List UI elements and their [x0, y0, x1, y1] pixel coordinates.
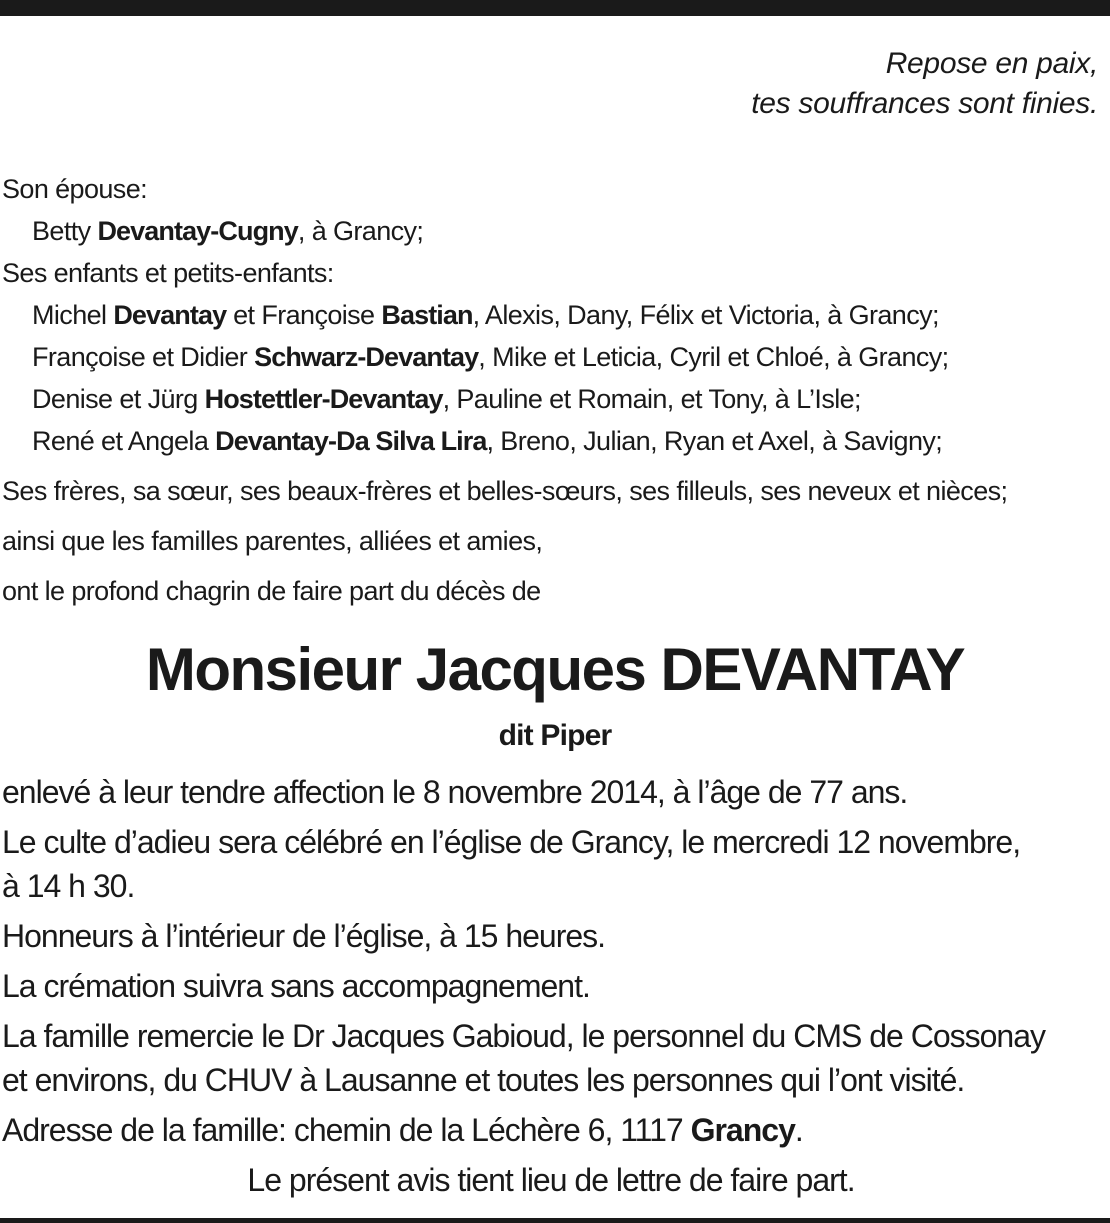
spouse-entry	[2, 210, 1102, 252]
child-entry	[2, 336, 1102, 378]
address-town: Grancy	[690, 1112, 795, 1148]
thanks-line: et environs, du CHUV à Lausanne et toutes les personnes qui l’ont visité.	[2, 1062, 965, 1098]
child-text: et Françoise	[226, 300, 382, 330]
children-heading: Ses enfants et petits-enfants:	[2, 258, 334, 288]
address-line	[2, 1108, 1100, 1152]
service-line: Le culte d’adieu sera célébré en l’église de Grancy, le mercredi 12 novembre,	[2, 824, 1021, 860]
child-text: , Mike et Leticia, Cyril et Chloé, à Grancy;	[478, 342, 949, 372]
death-line: enlevé à leur tendre affection le 8 novembre 2014, à l’âge de 77 ans.	[2, 774, 908, 810]
child-surname: Hostettler-Devantay	[204, 384, 443, 414]
spouse-heading: Son épouse:	[2, 174, 148, 204]
epitaph-line: Repose en paix,	[885, 47, 1098, 80]
child-text: René et Angela	[32, 426, 216, 456]
address-suffix: .	[794, 1112, 803, 1148]
spouse-first-name: Betty	[32, 216, 98, 246]
honors-line: Honneurs à l’intérieur de l’église, à 15 heures.	[2, 918, 606, 954]
announcement-line: ont le profond chagrin de faire part du décès de	[2, 576, 541, 606]
child-entry	[2, 294, 1102, 336]
epitaph	[751, 44, 1098, 124]
child-text: , Pauline et Romain, et Tony, à L’Isle;	[442, 384, 861, 414]
service-time-line: à 14 h 30.	[2, 868, 135, 904]
funeral-details	[2, 770, 1100, 1202]
thanks-line: La famille remercie le Dr Jacques Gabioud, le personnel du CMS de Cossonay	[2, 1018, 1045, 1054]
epitaph-line: tes souffrances sont finies.	[751, 87, 1098, 120]
spouse-location: , à Grancy;	[297, 216, 424, 246]
child-text: Françoise et Didier	[32, 342, 255, 372]
child-surname: Devantay	[113, 300, 227, 330]
child-text: , Breno, Julian, Ryan et Axel, à Savigny;	[486, 426, 943, 456]
spouse-surname: Devantay-Cugny	[97, 216, 298, 246]
deceased-name: Monsieur Jacques DEVANTAY	[145, 636, 965, 703]
address-text: Adresse de la famille: chemin de la Léchère 6, 1117	[2, 1112, 691, 1148]
top-border-rule	[0, 0, 1110, 16]
child-text: , Alexis, Dany, Félix et Victoria, à Grancy;	[472, 300, 939, 330]
closing-line: Le présent avis tient lieu de lettre de faire part.	[247, 1162, 855, 1198]
child-text: Michel	[32, 300, 114, 330]
relatives-line: ainsi que les familles parentes, alliées et amies,	[2, 526, 543, 556]
bottom-border-rule	[0, 1218, 1110, 1223]
child-entry-names	[32, 294, 939, 336]
child-entry	[2, 378, 1102, 420]
child-text: Denise et Jürg	[32, 384, 205, 414]
child-surname: Schwarz-Devantay	[254, 342, 479, 372]
child-entry	[2, 420, 1102, 462]
child-surname: Devantay-Da Silva Lira	[215, 426, 487, 456]
cremation-line: La crémation suivra sans accompagnement.	[2, 968, 590, 1004]
family-list	[2, 168, 1102, 612]
child-surname: Bastian	[381, 300, 473, 330]
siblings-line: Ses frères, sa sœur, ses beaux-frères et belles-sœurs, ses filleuls, ses neveux et nièces;	[2, 476, 1008, 506]
deceased-nickname: dit Piper	[498, 719, 612, 752]
